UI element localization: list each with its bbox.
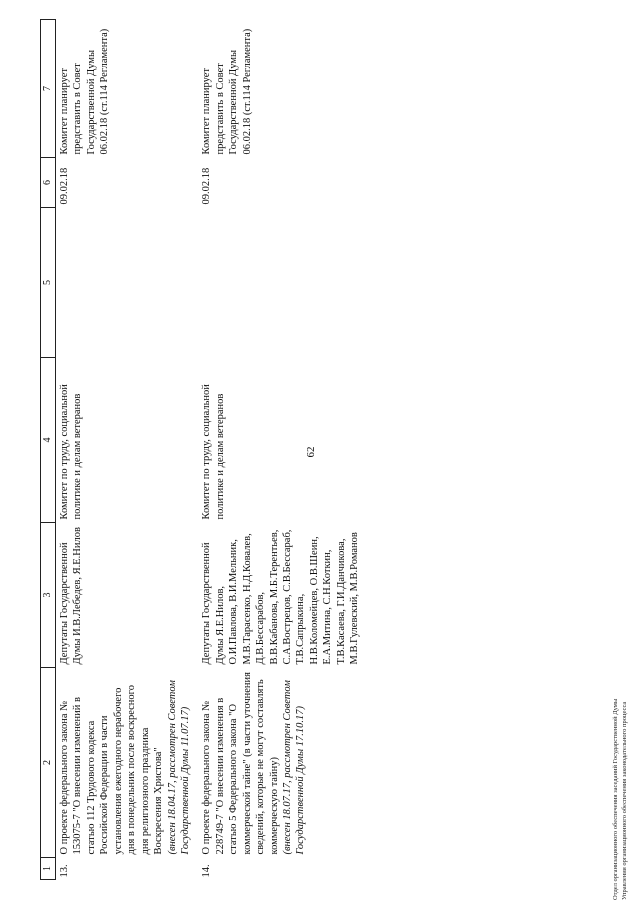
- page-number: 62: [305, 446, 317, 458]
- column-header-2: 2: [41, 668, 56, 858]
- plan-cell: Комитет планирует представить в Совет Государственной Думы 06.02.18 (ст.114 Регламента): [201, 28, 253, 155]
- bill-description: [198, 668, 367, 858]
- column-header-1: 1: [41, 858, 56, 880]
- column-header-4: 4: [41, 358, 56, 523]
- date-cell: 09.02.18: [201, 167, 213, 205]
- bill-authors: Депутаты Государственной Думы И.В.Лебедев, Я.Е.Нилов: [59, 527, 84, 665]
- column-header-6: 6: [41, 158, 56, 208]
- responsible-committee: Комитет по труду, социальной политике и делам ветеранов: [201, 384, 226, 520]
- bills-table: [40, 19, 368, 880]
- document-footer: [612, 480, 630, 900]
- register-sheet: [40, 20, 540, 880]
- column-5-cell: [56, 208, 199, 358]
- footer-line-1: Отдел организационного обеспечения заседаний Государственной Думы: [612, 698, 619, 900]
- footer-line-2: Управления организационного обеспечения законодательного процесса: [620, 701, 628, 900]
- bill-note: (внесен 18.04.17, рассмотрен Советом Государственной Думы 11.07.17): [166, 680, 191, 855]
- row-number: 13.: [59, 864, 70, 878]
- bill-authors: Депутаты Государственной Думы Я.Е.Нилов, О.И.Павлова, В.И.Мельник, М.В.Тарасенко, Н.Д.Ковалев, Д.В.Бессарабов, В.В.Кабанова, М.Б.Терентьев, С.А.Вострецов, С.В.Бессараб, Т.В.Сапрыкина, Н.В.Коломейцев, О.В.Шеин, Е.А.Митина, С.Н.Коткин, Т.В.Касаева, Г.И.Данчикова, М.В.Гулевский, М.В.Романов: [201, 529, 361, 665]
- column-header-5: 5: [41, 208, 56, 358]
- column-header-7: 7: [41, 20, 56, 158]
- column-5-cell: [198, 208, 367, 358]
- date-cell: 09.02.18: [59, 167, 70, 205]
- bill-title: О проекте федерального закона № 228749-7 "О внесении изменения в статью 5 Федерального закона "О коммерческой тайне" (в части уточнения сведений, которые не могут составлять коммерческую тайну): [201, 672, 280, 855]
- table-row: [56, 20, 199, 880]
- responsible-committee: Комитет по труду, социальной политике и делам ветеранов: [59, 384, 84, 520]
- plan-cell: Комитет планирует представить в Совет Государственной Думы 06.02.18 (ст.114 Регламента): [59, 28, 111, 155]
- row-number: 14.: [201, 864, 213, 878]
- column-number-row: [41, 20, 56, 880]
- table-row: [198, 20, 367, 880]
- bill-title: О проекте федерального закона № 153075-7 "О внесении изменений в статью 112 Трудового кодекса Российской Федерации в части установления ежегодного нерабочего дня в понедельник после воскресного дня религиозного праздника Воскресения Христова": [59, 685, 165, 855]
- column-header-3: 3: [41, 523, 56, 668]
- bill-note: (внесен 18.07.17, рассмотрен Советом Государственной Думы 17.10.17): [282, 680, 307, 855]
- bill-description: [56, 668, 199, 858]
